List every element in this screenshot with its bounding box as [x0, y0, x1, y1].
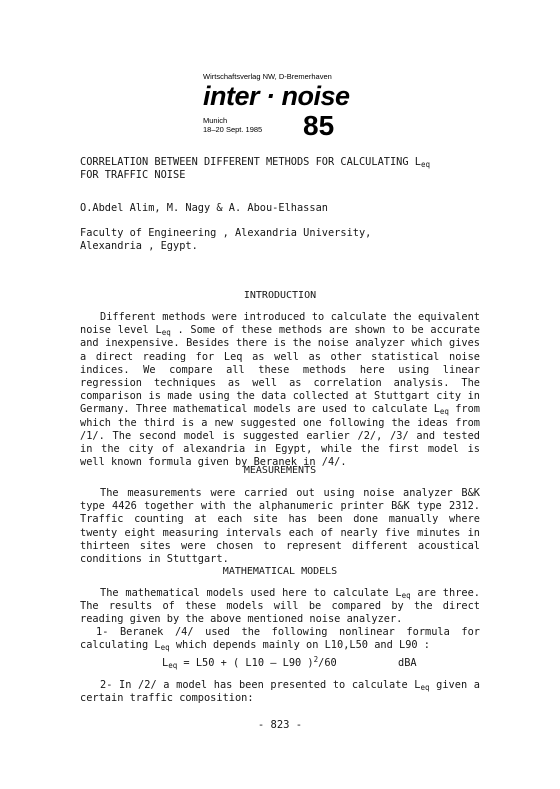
inter-noise-logo: inter · noise — [203, 81, 350, 111]
model-item-2: 2- In /2/ a model has been presented to calculate $L_{eq}$ given a certain traffic composition: — [80, 679, 480, 705]
measurements-paragraph: The measurements were carried out using noise analyzer B&K type 4426 together with the alphanumeric printer B&K type 2312. Traffic counting at each site has been done manually where twenty eight measuring intervals each of nearly five minutes in thirteen sites were chosen to represent different acoustical conditions in Stuttgart. — [80, 487, 480, 566]
introduction-heading: INTRODUCTION — [243, 290, 317, 301]
measurements-heading: MEASUREMENTS — [243, 465, 317, 476]
page-number: - 823 - — [257, 719, 303, 731]
publisher-line: Wirtschaftsverlag NW, D-Bremerhaven — [203, 72, 332, 81]
conference-city: Munich — [203, 116, 228, 125]
paper-affiliation — [80, 227, 371, 253]
beranek-formula: $L_{eq} = L50$ + ( L10 – L90 )$^2$/60 — [162, 655, 337, 670]
models-paragraph: The mathematical models used here to calculate $L_{eq}$ are three. The results of these models will be compared by the direct reading given by the above mentioned noise analyzer. — [80, 587, 480, 626]
paper-title — [80, 156, 430, 182]
models-heading: MATHEMATICAL MODELS — [222, 566, 338, 577]
title-line-2: FOR TRAFFIC NOISE — [80, 169, 186, 182]
title-line-1: CORRELATION BETWEEN DIFFERENT METHODS FOR CALCULATING $L_{eq}$ — [80, 156, 430, 169]
conference-header — [203, 72, 373, 142]
affiliation-line-1: Faculty of Engineering , Alexandria University, — [80, 227, 372, 239]
conference-year: 85 — [303, 110, 335, 141]
affiliation-line-2: Alexandria , Egypt. — [80, 240, 198, 253]
conference-dates: 18–20 Sept. 1985 — [203, 125, 263, 134]
model-item-1: 1- Beranek /4/ used the following nonlinear formula for calculating $L_{eq}$ which depends mainly on L10,L50 and L90 : — [80, 626, 480, 653]
introduction-paragraph: Different methods were introduced to calculate the equivalent noise level $L_{eq}$ . Some of these methods are shown to be accurate and inexpensive. Besides there is the noise analyzer which gives a direct reading for Leq as well as other statistical noise indices. We compare all these methods here using linear regression techniques as well as correlation analysis. The comparison is made using the data collected at Stuttgart city in Germany. Three mathematical models are used to calculate $L_{eq}$ from which the third is a new suggested one following the ideas from /1/. The second model is suggested earlier /2/, /3/ and tested in the city of alexandria in Egypt, while the first model is well known formula given by Beranek in /4/. — [80, 311, 481, 469]
paper-authors: O.Abdel Alim, M. Nagy & A. Abou-Elhassan — [80, 202, 328, 214]
formula-unit: dBA — [398, 657, 417, 669]
conference-place-date — [203, 116, 262, 134]
